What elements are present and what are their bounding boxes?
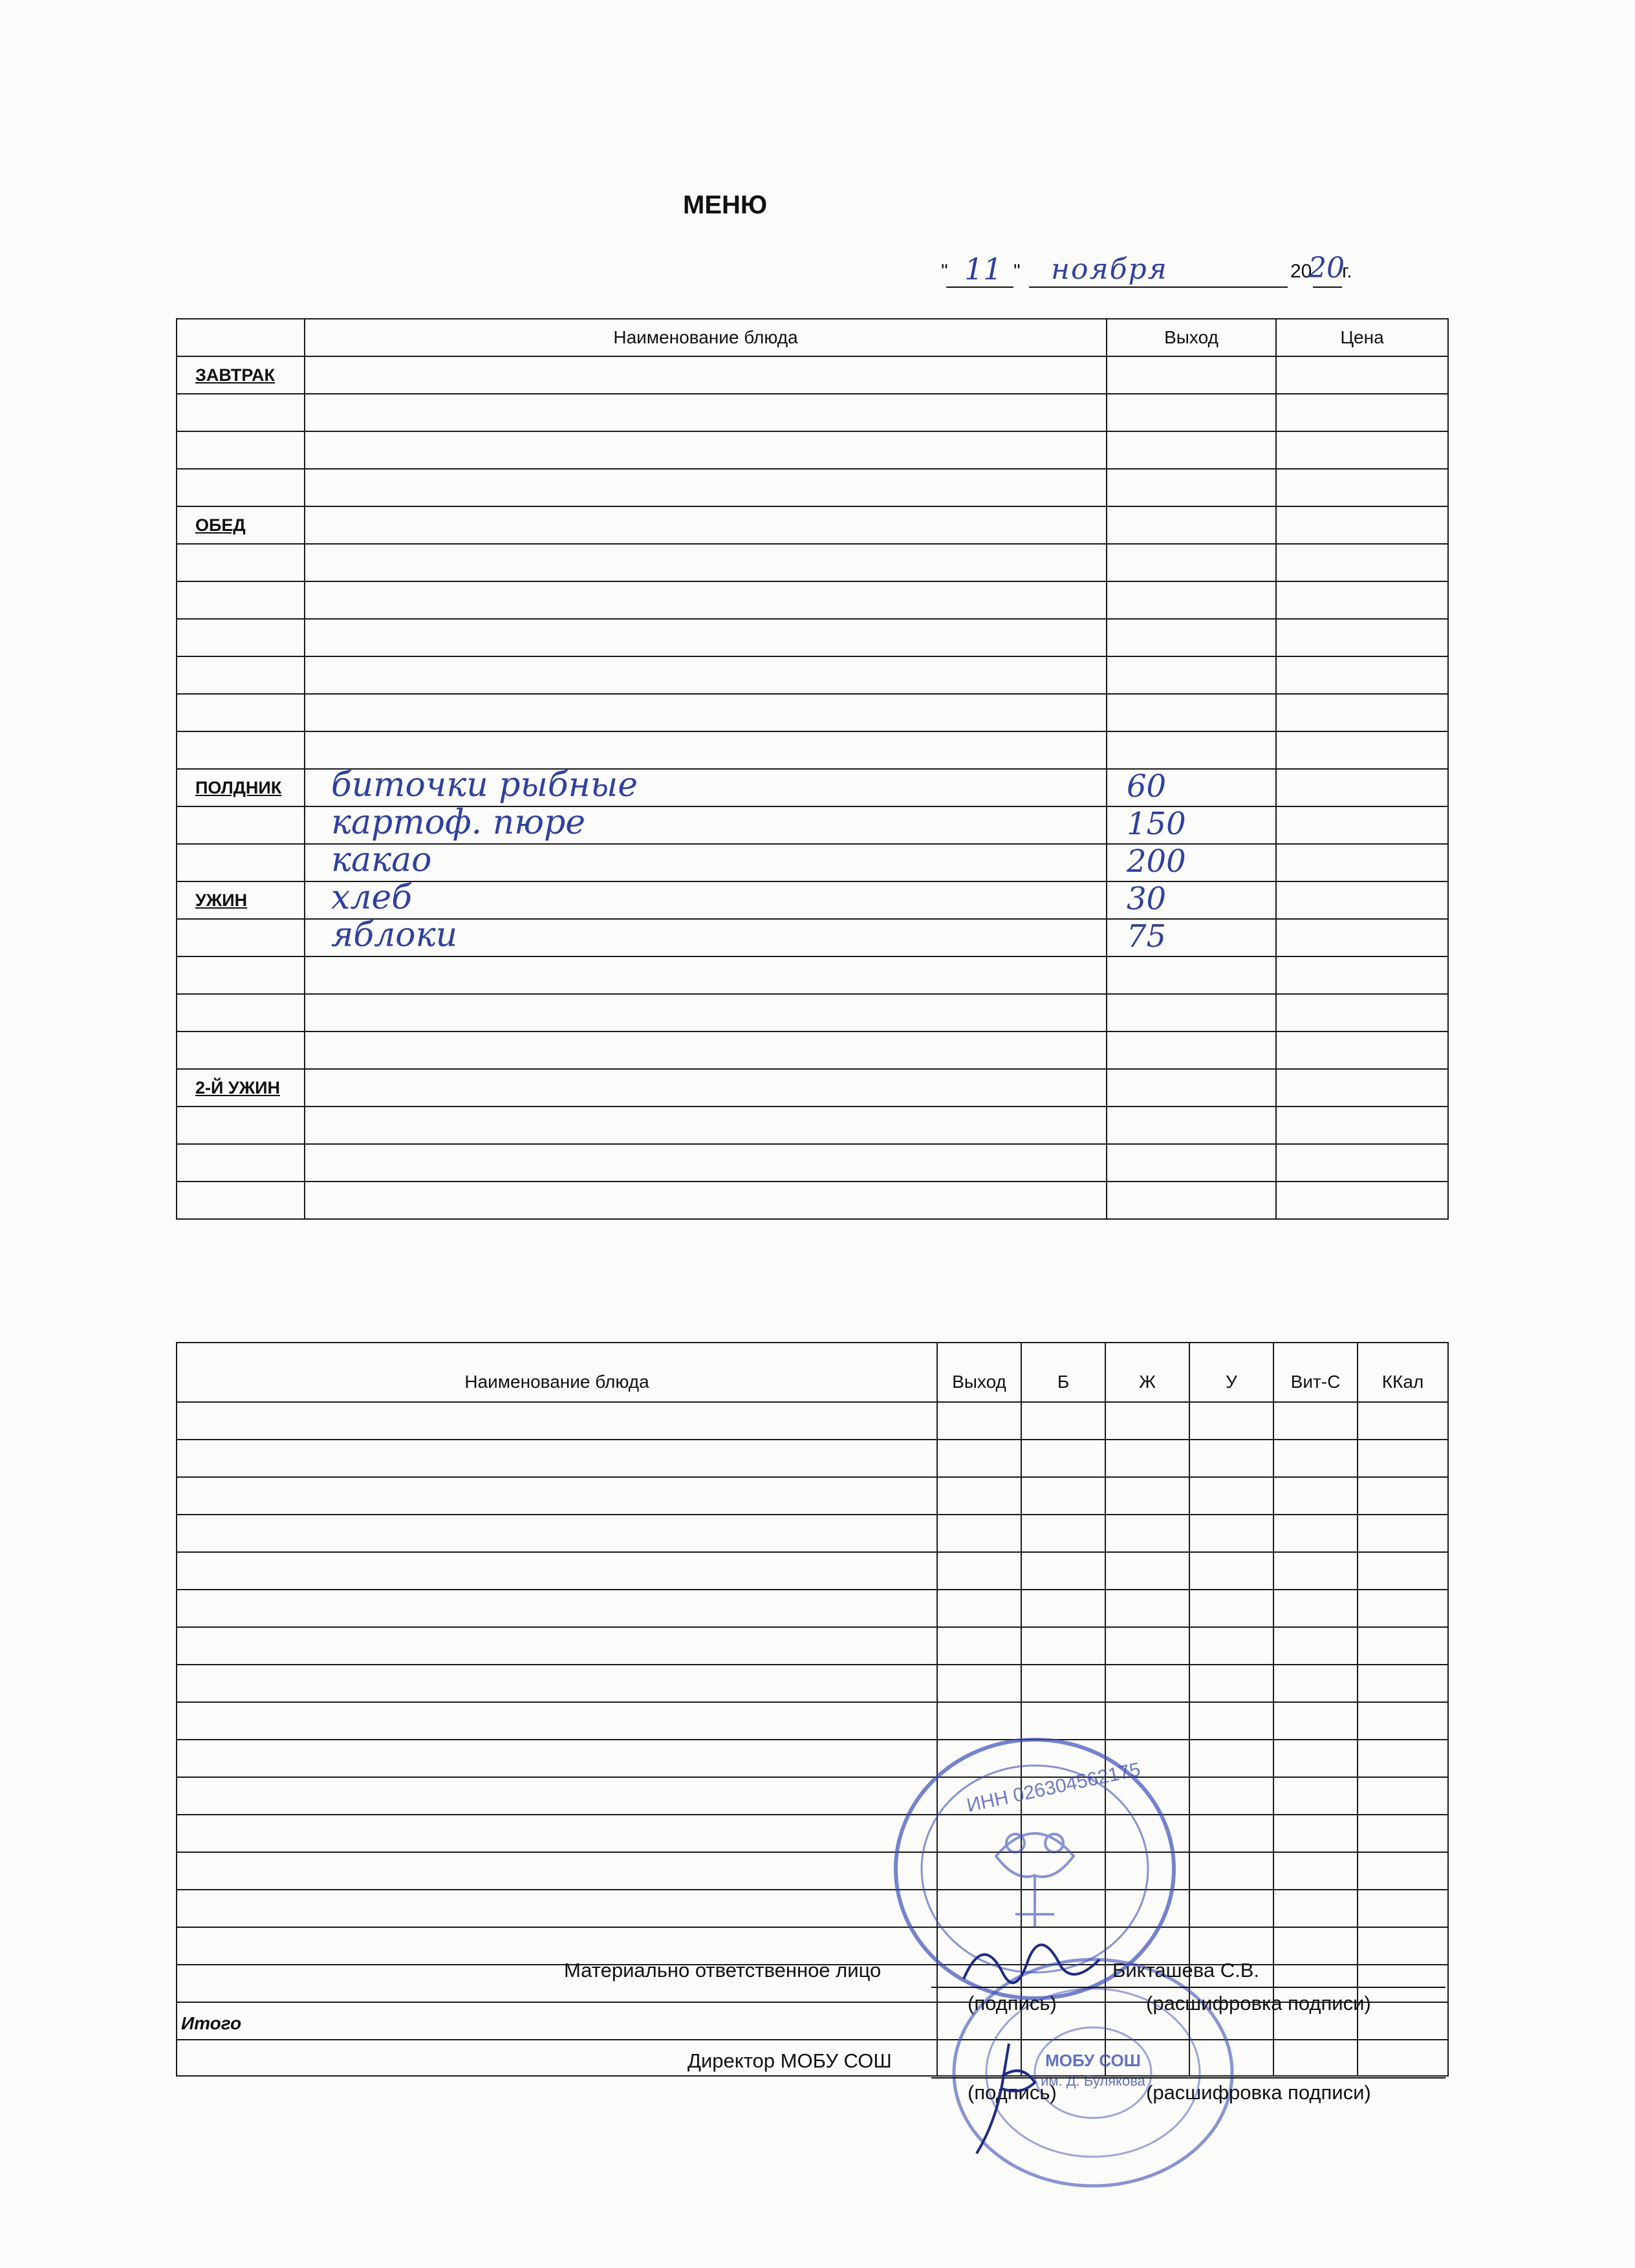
stamp-school-named-after: им. Д. Булякова	[1041, 2073, 1145, 2089]
dish-name: какао	[331, 841, 432, 880]
section-second-dinner: 2-Й УЖИН	[177, 1069, 305, 1107]
dish-output: 200	[1127, 843, 1186, 880]
dish-name: хлеб	[331, 878, 412, 917]
responsible-name: Бикташева С.В.	[1112, 1959, 1260, 1982]
date-year-mark: г.	[1342, 261, 1352, 282]
nutrition-header-carbs: У	[1189, 1343, 1273, 1402]
menu-header-section	[177, 319, 305, 356]
date-line	[941, 252, 1368, 294]
menu-table	[176, 318, 1449, 1220]
menu-header-row	[177, 319, 1448, 356]
date-year-prefix: 20	[1290, 261, 1312, 282]
date-close-quote: "	[1013, 261, 1021, 282]
date-month: ноября	[1051, 253, 1168, 286]
date-year-suffix: 20	[1308, 252, 1345, 285]
date-open-quote: "	[941, 261, 948, 282]
section-lunch: ОБЕД	[177, 506, 305, 544]
dish-output: 60	[1127, 768, 1167, 805]
dish-name: биточки рыбные	[331, 766, 638, 805]
nutrition-header-output: Выход	[937, 1343, 1021, 1402]
director-label: Директор МОБУ СОШ	[688, 2049, 892, 2072]
responsible-signature-mark	[957, 1927, 1112, 2005]
section-snack: ПОЛДНИК	[177, 769, 305, 806]
section-breakfast: ЗАВТРАК	[177, 356, 305, 394]
responsible-label: Материально ответственное лицо	[564, 1959, 882, 1982]
menu-row	[177, 806, 1448, 844]
nutrition-header-dish: Наименование блюда	[177, 1343, 937, 1402]
dish-output: 30	[1127, 881, 1167, 917]
menu-header-output: Выход	[1107, 319, 1276, 356]
year-underline	[1313, 286, 1342, 288]
dish-output: 150	[1127, 806, 1186, 842]
nutrition-header-vitamin-c: Вит-С	[1273, 1343, 1358, 1402]
menu-header-price: Цена	[1276, 319, 1448, 356]
dish-name: картоф. пюре	[331, 803, 586, 842]
menu-row	[177, 881, 1448, 919]
day-underline	[946, 286, 1013, 288]
stamp-inn: ИНН 026304562175	[964, 1758, 1143, 1817]
total-label: Итого	[181, 2013, 242, 2033]
eagle-emblem-icon	[996, 1833, 1074, 1927]
nutrition-header-fat: Ж	[1105, 1343, 1189, 1402]
director-decode-caption: (расшифровка подписи)	[1146, 2081, 1371, 2104]
stamp-school-name: МОБУ СОШ	[1045, 2051, 1141, 2070]
menu-row	[177, 919, 1448, 956]
responsible-signature-caption: (подпись)	[968, 1992, 1057, 2014]
menu-row	[177, 844, 1448, 881]
section-dinner: УЖИН	[177, 881, 305, 919]
date-day: 11	[964, 252, 1002, 286]
director-signature-mark	[957, 2037, 1061, 2160]
page-title: МЕНЮ	[683, 191, 768, 219]
dish-name: яблоки	[331, 916, 458, 955]
dish-output: 75	[1127, 918, 1167, 955]
menu-header-dish: Наименование блюда	[305, 319, 1107, 356]
nutrition-header-protein: Б	[1021, 1343, 1105, 1402]
director-signature-caption: (подпись)	[968, 2081, 1057, 2104]
nutrition-header-row	[177, 1343, 1448, 1402]
month-underline	[1029, 286, 1288, 288]
nutrition-header-kcal: ККал	[1358, 1343, 1448, 1402]
menu-row	[177, 769, 1448, 806]
responsible-decode-caption: (расшифровка подписи)	[1146, 1992, 1371, 2014]
